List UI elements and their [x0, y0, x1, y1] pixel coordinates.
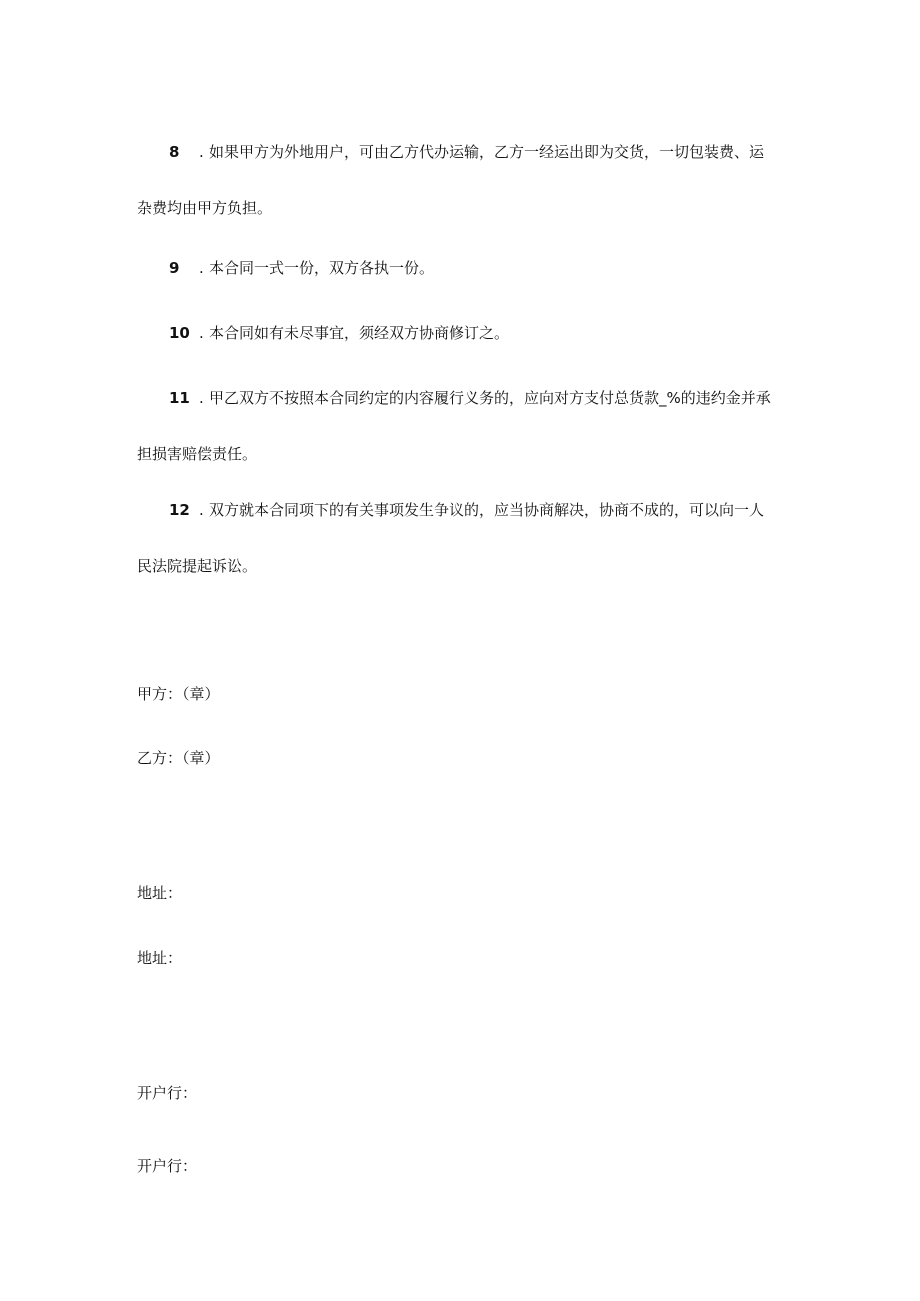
clause-line: 杂费均由甲方负担。 — [137, 199, 273, 217]
clause-number: 12 — [169, 501, 190, 519]
clause-number: 11 — [169, 389, 190, 407]
clause-separator: . — [199, 389, 204, 407]
clause-9 — [137, 258, 787, 278]
clause-line: 担损害赔偿责任。 — [137, 445, 258, 463]
party-a-address: 地址： — [137, 884, 183, 902]
clause-line — [137, 323, 787, 343]
clause-line — [137, 142, 787, 162]
clause-12 — [137, 500, 787, 576]
clause-separator: . — [199, 259, 204, 277]
party-a-bank: 开户行： — [137, 1084, 198, 1102]
clause-text: 甲乙双方不按照本合同约定的内容履行义务的，应向对方支付总货款_%的违约金并承 — [209, 389, 771, 407]
clause-text: 本合同如有未尽事宜，须经双方协商修订之。 — [209, 324, 510, 342]
clause-10 — [137, 323, 787, 343]
clause-11 — [137, 388, 787, 464]
clause-separator: . — [199, 143, 204, 161]
clause-text: 如果甲方为外地用户，可由乙方代办运输，乙方一经运出即为交货，一切包装费、运 — [209, 143, 765, 161]
party-b-seal: 乙方：（章） — [137, 749, 220, 767]
clause-number: 9 — [169, 259, 180, 277]
clause-number: 10 — [169, 324, 190, 342]
clause-8 — [137, 142, 787, 218]
clause-text: 双方就本合同项下的有关事项发生争议的，应当协商解决，协商不成的，可以向一人 — [209, 501, 765, 519]
clause-text: 本合同一式一份，双方各执一份。 — [209, 259, 435, 277]
party-b-bank: 开户行： — [137, 1157, 198, 1175]
party-b-address: 地址： — [137, 949, 183, 967]
clause-line — [137, 388, 787, 408]
clause-line — [137, 500, 787, 520]
clause-number: 8 — [169, 143, 180, 161]
clause-line: 民法院提起诉讼。 — [137, 557, 258, 575]
clause-line — [137, 258, 787, 278]
clause-separator: . — [199, 324, 204, 342]
party-a-seal: 甲方：（章） — [137, 685, 220, 703]
clause-separator: . — [199, 501, 204, 519]
